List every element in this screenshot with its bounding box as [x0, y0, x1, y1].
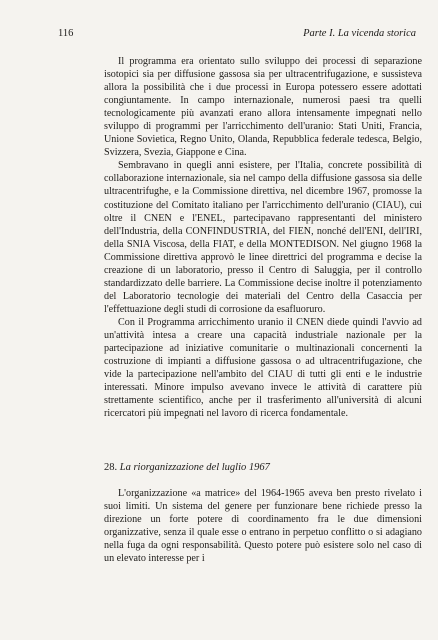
paragraph: Sembravano in quegli anni esistere, per l'Italia, concrete possibilità di collaborazione internazionale, sia nel campo della diffusione gassosa sia delle ultracentrifughe, e la Commissione direttiva, nel dicembre 1967, promosse la costituzione del Comitato italiano per l'arricchimento dell'uranio (CIAU), cui oltre il CNEN e l'ENEL, partecipavano rappresentanti del ministero dell'Industria, della CONFINDUSTRIA, del FIEN, nonché dell'ENI, dell'IRI, della SNIA Viscosa, della FIAT, e della MONTEDISON. Nel giugno 1968 la Commissione direttiva approvò le linee direttrici del programma e decise la creazione di un laboratorio, presso il Centro di Saluggia, per il controllo standardizzato delle barriere. La Commissione decise inoltre il potenziamento del Laboratorio tecnologie dei materiali del Centro della Casaccia per l'effettuazione degli studi di corrosione da esafluoruro. — [104, 160, 422, 315]
running-head — [58, 28, 416, 42]
section-heading — [104, 462, 270, 473]
section-number: 28. — [104, 462, 118, 473]
section-title: La riorganizzazione del luglio 1967 — [119, 462, 270, 473]
paragraph: L'organizzazione «a matrice» del 1964-1965 aveva ben presto rivelato i suoi limiti. Un sistema del genere per funzionare bene richiede presso la direzione un forte potere di coordinamento fra le due dimensioni organizzative, senza il quale esse o entrano in perpetuo conflitto o si adagiano nella fuga da ogni responsabilità. Questo potere può esistere solo nel caso di un elevato interesse per i — [104, 488, 422, 565]
chapter-title: Parte I. La vicenda storica — [303, 28, 416, 39]
paragraph: Con il Programma arricchimento uranio il CNEN diede quindi l'avvio ad un'attività intesa a creare una capacità industriale nazionale per la partecipazione ad iniziative comunitarie o multinazionali concernenti la costruzione di impianti a diffusione gassosa o ad ultracentrifugazione, che vide la partecipazione nell'ambito del CIAU di tutti gli enti e le industrie interessati. Minore impulso avevano invece le attività di carattere più strettamente scientifico, anche per il trasferimento all'università di alcuni ricercatori più impegnati nel lavoro di ricerca fondamentale. — [104, 316, 422, 420]
body-text — [104, 55, 422, 420]
page-number: 116 — [58, 28, 74, 39]
section-body-text — [104, 487, 422, 565]
paragraph: Il programma era orientato sullo sviluppo dei processi di separazione isotopici sia per diffusione gassosa sia per ultracentrifugazione, e sussisteva allora la possibilità che i due processi in Europa potessero essere adottati congiuntamente. In campo internazionale, numerosi paesi tra quelli tecnologicamente più avanzati erano allora intensamente impegnati nello sviluppo di programmi per l'arricchimento dell'uranio: Stati Uniti, Francia, Unione Sovietica, Regno Unito, Olanda, Repubblica federale tedesca, Belgio, Svizzera, Svezia, Giappone e Cina. — [104, 56, 422, 159]
